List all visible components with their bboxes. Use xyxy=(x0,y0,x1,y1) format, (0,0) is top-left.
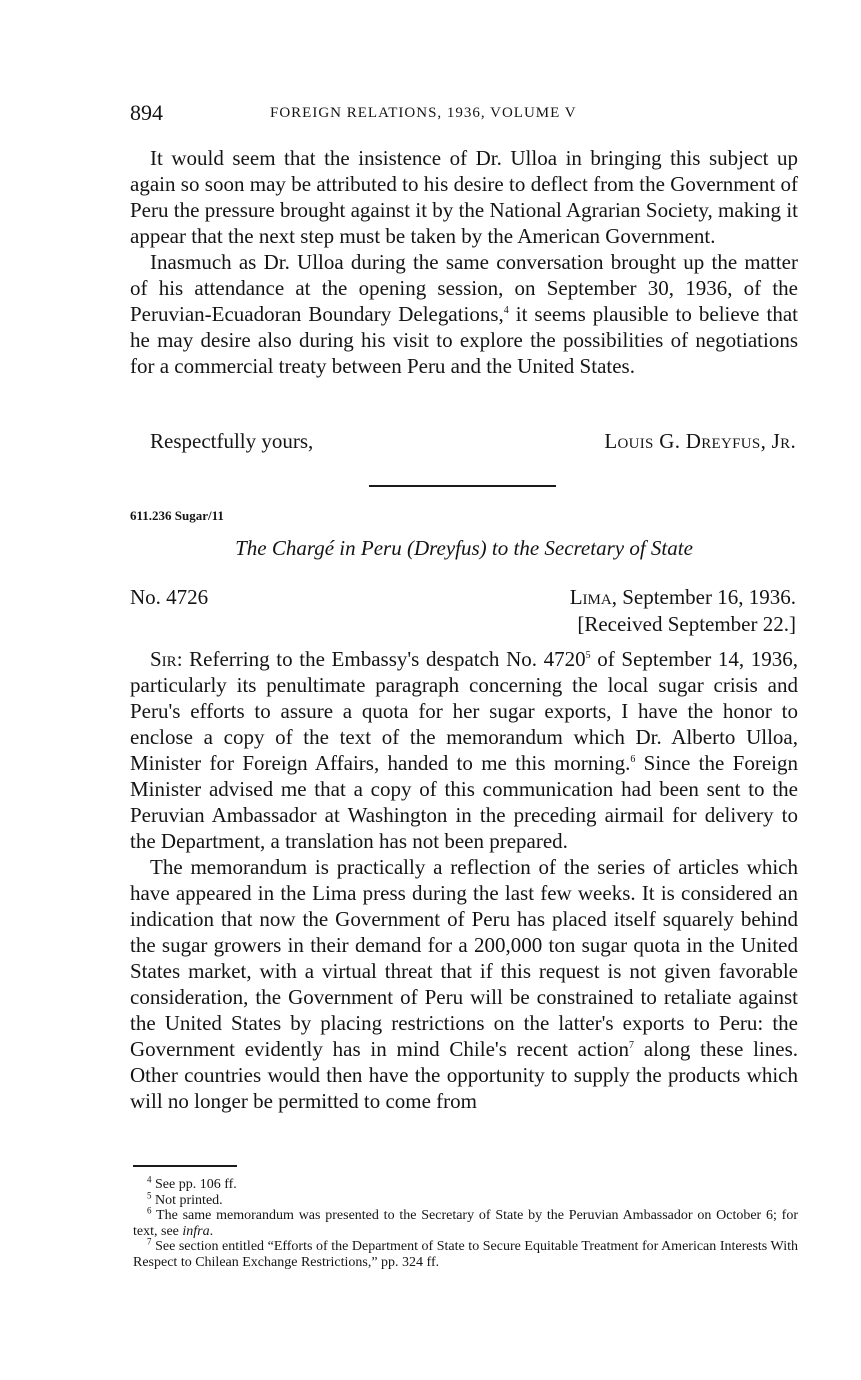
footnote: $^5$ Not printed. xyxy=(147,1189,223,1208)
footnote-divider xyxy=(133,1165,237,1167)
footnote-ref[interactable]: 5 xyxy=(585,650,591,661)
footnote-ref[interactable]: 7 xyxy=(629,1040,634,1051)
paragraph: Inasmuch as Dr. Ulloa during the same conversation brought up the matter of his attendance at the opening session, on September 30, 1936, of the Peruvian-Ecuadoran Boundary Delegations,$^4$ it seems plausible to believe that he may desire also during his visit to explore the possibilities of negotiations for a commercial treaty between Peru and the United States. xyxy=(130,250,798,378)
despatch-heading xyxy=(130,585,798,641)
footnote-ref[interactable]: 6 xyxy=(630,754,636,765)
document-title: The Chargé in Peru (Dreyfus) to the Secretary of State xyxy=(235,536,693,560)
letter-continuation xyxy=(130,145,798,379)
place-date xyxy=(570,585,796,610)
despatch-body xyxy=(130,646,798,1114)
section-divider xyxy=(369,485,556,487)
salutation: Sir xyxy=(150,647,177,671)
footnote-ref[interactable]: 4 xyxy=(503,305,509,316)
footnotes xyxy=(133,1174,798,1270)
paragraph: It would seem that the insistence of Dr. Ulloa in bringing this subject up again so soon may be attributed to his desire to deflect from the Government of Peru the pressure brought against it by the National Agrarian Society, making it appear that the next step must be taken by the American Government. xyxy=(130,146,798,248)
running-head: FOREIGN RELATIONS, 1936, VOLUME V xyxy=(270,105,577,121)
file-reference: 611.236 Sugar/11 xyxy=(130,508,224,523)
letter-closing xyxy=(130,429,798,459)
page-header xyxy=(130,100,798,132)
page-number: 894 xyxy=(130,100,163,125)
footnote: $^6$ The same memorandum was presented to the Secretary of State by the Peruvian Ambassador on October 6; for text, see infra. xyxy=(133,1205,798,1239)
received-date: [Received September 22.] xyxy=(577,612,796,636)
despatch-number: No. 4726 xyxy=(130,585,209,609)
footnote: $^7$ See section entitled “Efforts of the Department of State to Secure Equitable Treatment for American Interests With Respect to Chilean Exchange Restrictions,” pp. 324 ff. xyxy=(133,1236,798,1270)
footnote: $^4$ See pp. 106 ff. xyxy=(147,1174,237,1192)
complimentary-close: Respectfully yours, xyxy=(150,429,314,453)
signature: Louis G. Dreyfus, Jr. xyxy=(604,429,796,453)
paragraph: The memorandum is practically a reflection of the series of articles which have appeared in the Lima press during the last few weeks. It is considered an indication that now the Government of Peru has placed itself squarely behind the sugar growers in their demand for a 200,000 ton sugar quota in the United States market, with a virtual threat that if this request is not given favorable consideration, the Government of Peru will be constrained to retaliate against the United States by placing restrictions on the latter's exports to Peru: the Government evidently has in mind Chile's recent action$^7$ along these lines. Other countries would then have the opportunity to supply the products which will no longer be permitted to come from xyxy=(130,855,798,1113)
paragraph: Sir: Referring to the Embassy's despatch No. 4720$^5$ of September 14, 1936, particularly its penultimate paragraph concerning the local sugar crisis and Peru's efforts to assure a quota for her sugar exports, I have the honor to enclose a copy of the text of the memorandum which Dr. Alberto Ulloa, Minister for Foreign Affairs, handed to me this morning.$^6$ Since the Foreign Minister advised me that a copy of this communication had been sent to the Peruvian Ambassador at Washington in the preceding airmail for delivery to the Department, a translation has not been prepared. xyxy=(130,647,799,853)
date: , September 16, 1936. xyxy=(611,585,796,609)
place: Lima xyxy=(569,585,612,609)
